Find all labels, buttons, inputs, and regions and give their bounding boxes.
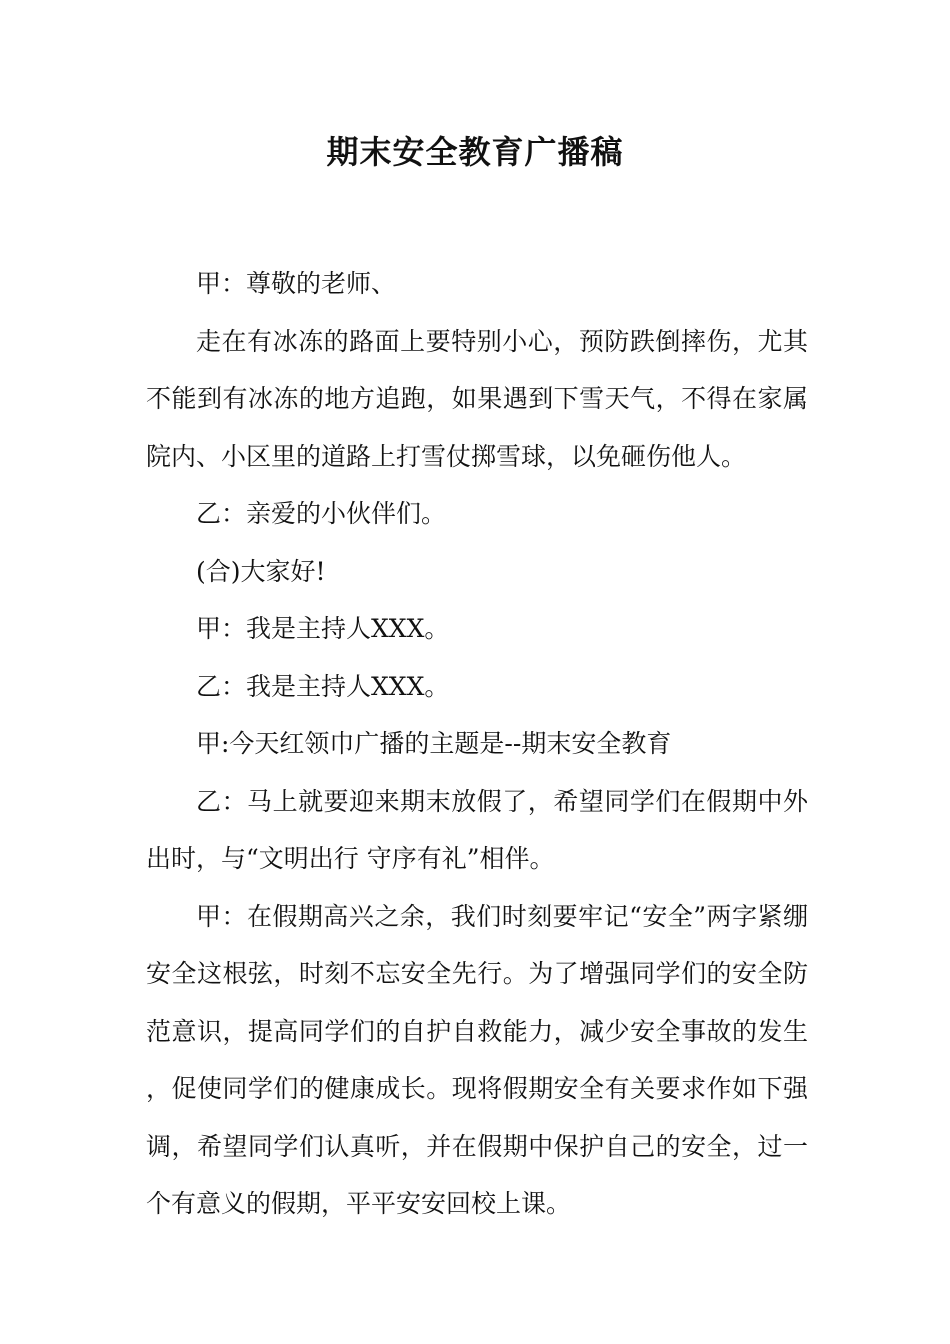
document-title: 期末安全教育广播稿	[326, 133, 624, 171]
paragraph-host-b: 乙：我是主持人XXX。	[196, 671, 450, 701]
paragraph-host-a: 甲：我是主持人XXX。	[196, 614, 450, 643]
paragraph-greeting-teachers: 甲：尊敬的老师、	[196, 269, 397, 298]
paragraph-greeting-friends: 乙：亲爱的小伙伴们。	[196, 499, 447, 528]
paragraph-holiday-travel: 乙：马上就要迎来期末放假了，希望同学们在假期中外出时，与“文明出行 守序有礼”相伴。	[146, 786, 808, 873]
paragraph-safety-reminder: 甲：在假期高兴之余，我们时刻要牢记“安全”两字紧绷安全这根弦，时刻不忘安全先行。为了增强同学们的安全防范意识，提高同学们的自护自救能力，减少安全事故的发生，促使同学们的健康成长。现将假期安全有关要求作如下强调，希望同学们认真听，并在假期中保护自己的安全，过一个有意义的假期，平平安安回校上课。	[146, 901, 808, 1218]
paragraph-ice-safety: 走在有冰冻的路面上要特别小心，预防跌倒摔伤，尤其不能到有冰冻的地方追跑，如果遇到下雪天气，不得在家属院内、小区里的道路上打雪仗掷雪球，以免砸伤他人。	[146, 326, 808, 471]
paragraph-broadcast-theme: 甲:今天红领巾广播的主题是--期末安全教育	[196, 729, 672, 758]
document-body	[146, 255, 808, 1233]
paragraph-hello-all: (合)大家好!	[196, 556, 326, 586]
